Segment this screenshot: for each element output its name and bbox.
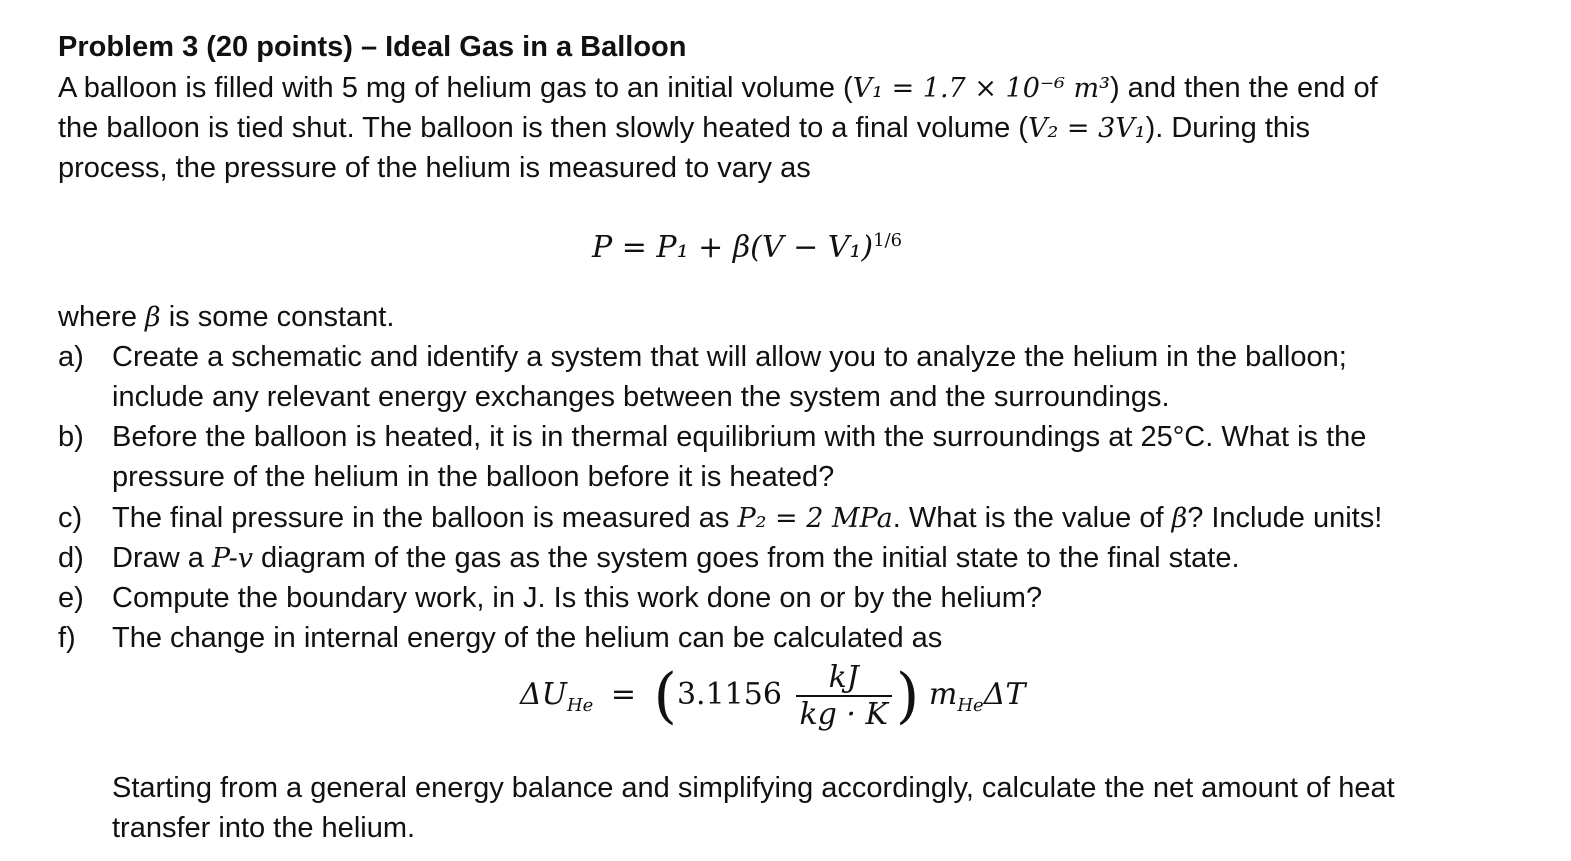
left-paren: ( xyxy=(653,661,677,731)
intro-line-3: process, the pressure of the helium is measured to vary as xyxy=(58,152,811,184)
list-item-b xyxy=(58,417,1458,497)
where-text: where xyxy=(58,301,146,333)
final-volume-math: V₂ = 3V₁ xyxy=(1027,113,1146,144)
item-label: c) xyxy=(58,502,83,534)
intro-line-1 xyxy=(58,68,1458,109)
intro-text: ) and then the end of xyxy=(1109,72,1378,104)
eq-mass-sub: He xyxy=(957,695,984,716)
item-text: Draw a xyxy=(112,542,212,574)
closing-line-2: transfer into the helium. xyxy=(112,812,416,844)
eq-mass: m xyxy=(928,677,958,712)
item-text: ? Include units! xyxy=(1187,502,1383,534)
item-text: . What is the value of xyxy=(892,502,1172,534)
item-label: a) xyxy=(58,341,84,373)
item-text: Before the balloon is heated, it is in thermal equilibrium with the surroundings at 25°C. What is the xyxy=(112,421,1367,453)
pressure-equation-body: P = P₁ + β(V − V₁) xyxy=(592,230,874,265)
units-fraction xyxy=(796,660,892,732)
right-paren: ) xyxy=(895,661,920,731)
where-line xyxy=(58,297,1458,338)
eq-coefficient: 3.1156 xyxy=(676,677,782,712)
item-text: include any relevant energy exchanges between the system and the surroundings. xyxy=(112,381,1170,413)
beta-symbol: β xyxy=(145,302,161,333)
fraction-denominator: kg · K xyxy=(799,697,888,732)
intro-text: the balloon is tied shut. The balloon is then slowly heated to a final volume ( xyxy=(58,112,1028,144)
item-label: b) xyxy=(58,421,84,453)
item-label: f) xyxy=(58,622,76,654)
list-item-a xyxy=(58,337,1458,417)
eq-lhs: ΔU xyxy=(520,677,567,712)
closing-line-1: Starting from a general energy balance and simplifying accordingly, calculate the net amount of heat xyxy=(112,772,1395,804)
item-text-group xyxy=(112,538,1240,579)
item-text: diagram of the gas as the system goes from the initial state to the final state. xyxy=(253,542,1240,574)
intro-line-2 xyxy=(58,108,1458,149)
intro-text: ). During this xyxy=(1145,112,1310,144)
item-text: The final pressure in the balloon is measured as xyxy=(112,502,738,534)
fraction-numerator: kJ xyxy=(796,660,892,697)
eq-equals: = xyxy=(610,677,636,712)
eq-delta-t: ΔT xyxy=(983,677,1026,712)
final-pressure-math: P₂ = 2 MPa xyxy=(737,503,893,534)
internal-energy-equation xyxy=(520,660,1025,732)
item-text: Compute the boundary work, in J. Is this work done on or by the helium? xyxy=(112,582,1043,614)
pv-math: P-v xyxy=(211,543,253,574)
item-text: pressure of the helium in the balloon before it is heated? xyxy=(112,461,835,493)
item-label: e) xyxy=(58,582,84,614)
where-text: is some constant. xyxy=(160,301,395,333)
eq-lhs-sub: He xyxy=(566,695,594,716)
intro-text: A balloon is filled with 5 mg of helium gas to an initial volume ( xyxy=(58,72,853,104)
item-text-group xyxy=(112,498,1382,539)
initial-volume-math: V₁ = 1.7 × 10⁻⁶ m³ xyxy=(852,73,1110,104)
item-label: d) xyxy=(58,542,84,574)
item-text: Create a schematic and identify a system that will allow you to analyze the helium in the balloon; xyxy=(112,341,1347,373)
item-text: The change in internal energy of the helium can be calculated as xyxy=(112,622,943,654)
pressure-equation xyxy=(592,230,902,265)
problem-title: Problem 3 (20 points) – Ideal Gas in a Balloon xyxy=(58,31,687,63)
pressure-equation-exponent: 1/6 xyxy=(873,230,903,251)
beta-symbol: β xyxy=(1171,503,1188,534)
